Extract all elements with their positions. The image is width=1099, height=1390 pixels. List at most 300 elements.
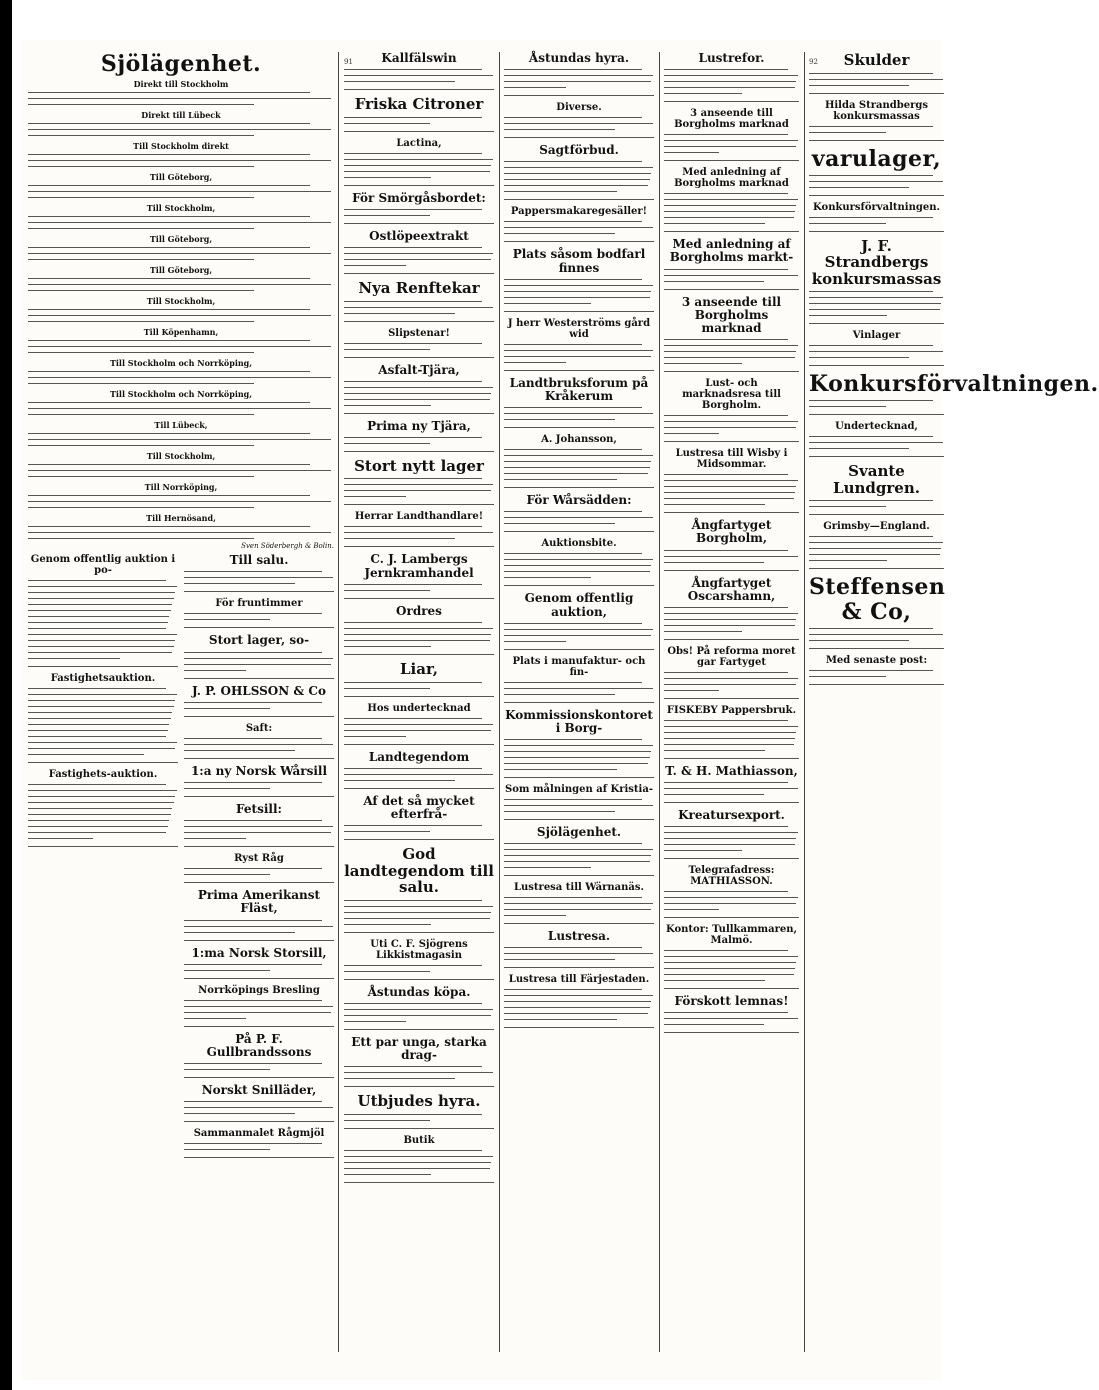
advertisement: [504, 377, 654, 428]
text-line: [504, 289, 651, 294]
text-line: [504, 639, 566, 644]
text-line: [28, 584, 177, 589]
advertisement: [504, 826, 654, 876]
text-line: [504, 453, 653, 458]
advertisement: [504, 538, 654, 586]
text-line: [504, 219, 642, 224]
text-line: [28, 282, 331, 287]
text-line: [664, 629, 742, 634]
text-line: [664, 502, 765, 507]
advertisement: [809, 371, 1099, 415]
ad-title: T. & H. Mathiasson,: [665, 763, 798, 778]
text-line: [28, 620, 168, 625]
advertisement: [504, 102, 654, 138]
text-line: [28, 788, 177, 793]
ad-title: Sjölägenhet.: [536, 825, 622, 840]
ad-title: Auktionsbite.: [541, 538, 617, 550]
text-line: [809, 289, 933, 294]
text-line: [28, 350, 254, 355]
column-3: [504, 52, 654, 1034]
text-line: [664, 895, 798, 900]
text-line: [344, 488, 491, 493]
text-line: [28, 474, 254, 479]
text-line: [504, 411, 653, 416]
text-line: [504, 686, 653, 691]
ad-title: Fetsill:: [236, 801, 282, 816]
text-line: [28, 818, 169, 823]
advertisement: [344, 1036, 494, 1087]
text-line: [344, 916, 490, 921]
text-line: [809, 307, 940, 312]
text-line: [504, 755, 650, 760]
text-line: [344, 341, 482, 346]
text-line: [184, 748, 295, 753]
text-line: [504, 295, 650, 300]
ad-title: Stort lager, so-: [208, 633, 310, 648]
text-line: [28, 530, 331, 535]
text-line: [504, 557, 653, 562]
route-entry: [28, 203, 334, 231]
text-line: [504, 803, 653, 808]
text-line: [664, 496, 794, 501]
text-line: [184, 662, 331, 667]
route-destination: Till Lübeck,: [154, 420, 208, 431]
text-line: [504, 127, 615, 132]
route-entry: [28, 451, 334, 479]
text-line: [344, 175, 431, 180]
text-line: [344, 530, 493, 535]
text-line: [664, 413, 788, 418]
advertisement: [344, 939, 494, 980]
text-line: [344, 969, 430, 974]
text-line: [28, 381, 254, 386]
text-line: [504, 627, 653, 632]
text-line: [504, 231, 615, 236]
text-line: [504, 761, 648, 766]
text-line: [28, 704, 174, 709]
text-line: [504, 165, 653, 170]
text-line: [184, 742, 333, 747]
text-line: [28, 800, 174, 805]
text-line: [504, 569, 650, 574]
text-line: [344, 121, 430, 126]
text-line: [504, 171, 651, 176]
text-line: [504, 277, 642, 282]
text-line: [664, 267, 788, 272]
ad-title: Herrar Landthandlare!: [354, 511, 484, 523]
text-line: [184, 824, 333, 829]
text-line: [28, 307, 310, 312]
advertisement: [28, 554, 178, 667]
text-line: [664, 472, 788, 477]
text-line: [184, 918, 322, 923]
text-line: [344, 379, 482, 384]
text-line: [504, 115, 642, 120]
advertisement: [344, 511, 494, 547]
text-line: [504, 417, 615, 422]
text-line: [344, 632, 491, 637]
text-line: [664, 966, 795, 971]
ad-title: För fruntimmer: [215, 598, 303, 610]
text-line: [184, 617, 270, 622]
text-line: [664, 361, 742, 366]
text-line: [664, 203, 796, 208]
ad-title: Genom offentlig auktion i po-: [30, 554, 176, 577]
ad-title: Ett par unga, starka drag-: [351, 1034, 487, 1062]
text-line: [504, 177, 650, 182]
route-destination: Direkt till Lübeck: [141, 110, 221, 121]
ad-title: Lustrefor.: [698, 51, 765, 65]
text-line: [28, 183, 310, 188]
text-line: [344, 620, 482, 625]
advertisement: [504, 206, 654, 242]
advertisement: [344, 846, 494, 933]
ad-title: Ostlöpeextrakt: [369, 228, 469, 243]
text-line: [344, 245, 482, 250]
text-line: [28, 257, 254, 262]
text-line: [809, 83, 909, 88]
text-line: [504, 342, 642, 347]
text-line: [809, 540, 943, 545]
text-line: [664, 349, 796, 354]
text-line: [809, 343, 933, 348]
text-line: [344, 1112, 482, 1117]
route-destination: Till Stockholm och Norrköping,: [109, 389, 253, 400]
text-line: [344, 151, 482, 156]
text-line: [809, 446, 909, 451]
text-line: [28, 369, 310, 374]
advertisement: [184, 765, 334, 797]
ad-title: C. J. Lambergs Jernkramhandel: [364, 552, 474, 580]
text-line: [28, 782, 166, 787]
text-line: [28, 437, 331, 442]
text-line: [809, 504, 886, 509]
ad-title: Norskt Snilläder,: [201, 1083, 317, 1098]
text-line: [664, 724, 798, 729]
route-destination: Till Stockholm och Norrköping,: [109, 358, 253, 369]
scan-edge: [0, 0, 12, 1390]
text-line: [28, 644, 174, 649]
text-line: [809, 173, 933, 178]
text-line: [344, 582, 482, 587]
text-line: [28, 716, 171, 721]
text-line: [28, 686, 166, 691]
route-entry: [28, 265, 334, 293]
text-line: [664, 73, 798, 78]
text-line: [344, 311, 455, 316]
text-line: [809, 404, 886, 409]
text-line: [344, 391, 491, 396]
text-line: [344, 1064, 482, 1069]
ad-title: Sagtförbud.: [539, 143, 619, 158]
column-2: [344, 52, 494, 1189]
text-line: [344, 482, 493, 487]
text-line: [28, 536, 254, 541]
text-line: [184, 1099, 322, 1104]
text-line: [28, 752, 144, 757]
route-entry: [28, 172, 334, 200]
advertisement: [664, 865, 799, 918]
ad-title: Sammanmalet Rågmjöl: [193, 1128, 325, 1140]
text-line: [664, 144, 796, 149]
text-line: [28, 375, 331, 380]
text-line: [28, 734, 166, 739]
text-line: [344, 734, 406, 739]
text-line: [28, 692, 177, 697]
text-line: [504, 749, 651, 754]
ad-title: Diverse.: [556, 102, 602, 114]
text-line: [28, 220, 331, 225]
text-line: [28, 590, 175, 595]
ad-title: J. F. Strandbergs konkursmassas: [811, 236, 942, 288]
text-line: [28, 794, 175, 799]
text-line: [504, 1017, 617, 1022]
text-line: [664, 273, 798, 278]
ad-signature: Sven Söderbergh & Bolin.: [241, 542, 334, 551]
text-line: [28, 152, 310, 157]
ad-title: 1:ma Norsk Storsill,: [191, 945, 327, 960]
text-line: [504, 913, 566, 918]
ad-title: Landtbruksforum på Kråkerum: [509, 375, 649, 403]
text-line: [504, 692, 615, 697]
text-line: [504, 189, 617, 194]
text-line: [28, 102, 254, 107]
text-line: [344, 1076, 455, 1081]
advertisement: [344, 703, 494, 745]
ad-title: Asfalt-Tjära,: [378, 362, 460, 377]
column-rule: [338, 52, 339, 1352]
text-line: [344, 494, 406, 499]
text-line: [664, 742, 794, 747]
ad-title: Uti C. F. Sjögrens Likkistmagasin: [370, 938, 468, 961]
text-line: [504, 509, 642, 514]
route-destination: Till Göteborg,: [149, 234, 213, 245]
text-line: [28, 596, 174, 601]
ad-title: 3 anseende till Borgholms marknad: [674, 108, 789, 131]
advertisement: [809, 100, 944, 141]
text-line: [344, 1118, 430, 1123]
text-line: [28, 740, 177, 745]
text-line: [504, 121, 653, 126]
text-line: [344, 1166, 490, 1171]
text-line: [809, 440, 943, 445]
text-line: [809, 398, 933, 403]
ad-title: Lactina,: [396, 137, 442, 149]
column-rule: [804, 52, 805, 1352]
ad-title: Steffensen & Co,: [809, 574, 946, 625]
text-line: [28, 602, 172, 607]
text-line: [344, 476, 482, 481]
text-line: [504, 477, 617, 482]
ad-title: Nya Renftekar: [358, 279, 480, 298]
ad-title: Genom offentlig auktion,: [524, 591, 634, 619]
text-line: [504, 515, 653, 520]
text-line: [504, 183, 648, 188]
ad-title: Till salu.: [229, 553, 289, 568]
advertisement: [504, 784, 654, 820]
text-line: [664, 605, 788, 610]
text-line: [344, 79, 455, 84]
ad-title: Ryst Råg: [234, 853, 284, 865]
route-destination: Till Stockholm direkt: [133, 141, 229, 152]
text-line: [809, 434, 933, 439]
ad-title: Kontor: Tullkammaren, Malmö.: [666, 924, 797, 947]
text-line: [344, 910, 491, 915]
text-line: [504, 680, 642, 685]
text-line: [28, 462, 310, 467]
text-line: [344, 823, 482, 828]
text-line: [184, 650, 322, 655]
advertisement: [344, 138, 494, 186]
advertisement: [184, 634, 334, 678]
text-line: [664, 948, 788, 953]
advertisement: [184, 598, 334, 628]
text-line: [28, 632, 177, 637]
text-line: [184, 581, 295, 586]
text-line: [809, 674, 886, 679]
text-line: [809, 71, 933, 76]
text-line: [809, 215, 933, 220]
advertisement: [344, 364, 494, 414]
text-line: [664, 1016, 798, 1021]
advertisement: [184, 947, 334, 979]
text-line: [504, 348, 653, 353]
column-5: [809, 51, 1099, 691]
text-line: [184, 706, 270, 711]
text-line: [28, 806, 172, 811]
ad-title: Obs! På reforma moret gar Fartyget: [667, 645, 796, 668]
text-line: [344, 169, 490, 174]
text-line: [184, 866, 322, 871]
text-line: [504, 859, 650, 864]
text-line: [28, 133, 254, 138]
column-number: 91: [344, 58, 353, 66]
text-line: [504, 1005, 650, 1010]
route-destination: Till Stockholm,: [146, 296, 216, 307]
text-line: [504, 73, 653, 78]
text-line: [664, 842, 795, 847]
text-line: [184, 700, 322, 705]
column-rule: [659, 52, 660, 1352]
text-line: [664, 209, 795, 214]
text-line: [504, 797, 642, 802]
text-line: [504, 809, 615, 814]
text-line: [664, 191, 788, 196]
ad-title: Kommissionskontoret i Borg-: [505, 707, 653, 735]
ad-title: A. Johansson,: [541, 434, 617, 446]
text-line: [664, 355, 795, 360]
text-line: [344, 263, 406, 268]
route-entry: [28, 420, 334, 448]
text-line: [504, 993, 653, 998]
advertisement: [184, 1128, 334, 1158]
text-line: [809, 546, 941, 551]
text-line: [184, 780, 322, 785]
advertisement: [344, 420, 494, 452]
advertisement: [664, 167, 799, 232]
text-line: [344, 1160, 491, 1165]
ad-title: Ångfartyget Borgholm,: [691, 518, 772, 546]
text-line: [504, 575, 591, 580]
text-line: [344, 163, 491, 168]
text-line: [504, 633, 651, 638]
text-line: [28, 158, 331, 163]
route-entry: [28, 141, 334, 169]
advertisement: [504, 930, 654, 968]
advertisement: [664, 448, 799, 513]
advertisement: [504, 144, 654, 200]
advertisement: [344, 96, 494, 132]
text-line: [504, 621, 642, 626]
text-line: [344, 1172, 431, 1177]
text-line: [184, 786, 270, 791]
text-line: [809, 185, 909, 190]
text-line: [504, 447, 642, 452]
advertisement: [344, 661, 494, 697]
advertisement: [344, 328, 494, 358]
text-line: [28, 164, 254, 169]
advertisement: [344, 52, 494, 90]
text-line: [664, 419, 798, 424]
advertisement: [809, 52, 944, 94]
advertisement: [664, 52, 799, 102]
advertisement: [504, 318, 654, 371]
text-line: [28, 127, 331, 132]
advertisement: [809, 147, 944, 196]
advertisement: [504, 882, 654, 924]
ad-title: varulager,: [811, 145, 942, 172]
text-line: [28, 836, 93, 841]
text-line: [664, 91, 742, 96]
text-line: [664, 611, 798, 616]
text-line: [809, 295, 943, 300]
text-line: [664, 554, 798, 559]
text-line: [664, 688, 719, 693]
advertisement: [809, 421, 944, 457]
ad-title: Som målningen af Kristia-: [505, 784, 653, 796]
text-line: [28, 189, 331, 194]
column-rule: [499, 52, 500, 1352]
route-entry: [28, 513, 334, 541]
ad-title: Prima ny Tjära,: [367, 418, 471, 433]
text-line: [809, 632, 943, 637]
text-line: [28, 722, 169, 727]
route-entry: [28, 482, 334, 510]
text-line: [664, 736, 795, 741]
text-line: [344, 716, 482, 721]
advertisement: [664, 108, 799, 161]
text-line: [504, 79, 651, 84]
text-line: [28, 214, 310, 219]
text-line: [344, 73, 493, 78]
text-line: [809, 349, 943, 354]
ad-title: Åstundas hyra.: [528, 51, 630, 65]
ad-title: På P. F. Gullbrandssons: [206, 1031, 312, 1059]
advertisement: [184, 723, 334, 759]
text-line: [28, 468, 331, 473]
text-line: [504, 737, 642, 742]
text-line: [504, 67, 642, 72]
text-line: [184, 962, 322, 967]
text-line: [664, 67, 788, 72]
text-line: [344, 766, 482, 771]
advertisement: [664, 296, 799, 373]
ad-title: Utbjudes hyra.: [357, 1092, 481, 1111]
route-list: [28, 79, 334, 541]
text-line: [28, 578, 166, 583]
advertisement: [664, 924, 799, 989]
advertisement: [809, 655, 944, 685]
